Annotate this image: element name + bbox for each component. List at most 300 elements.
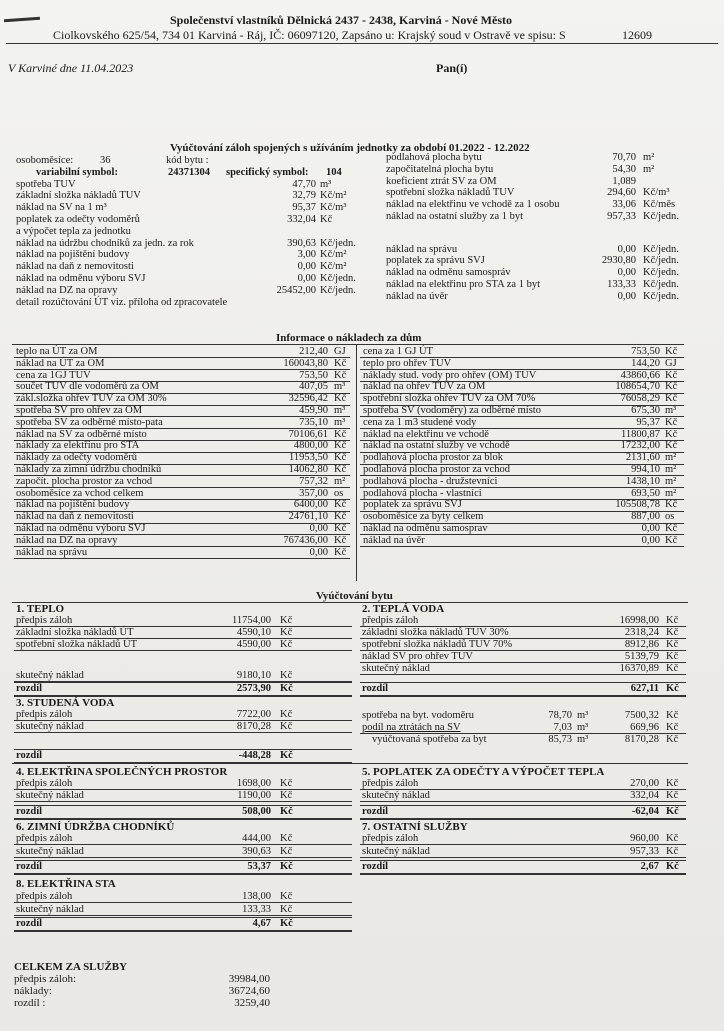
cost-left-value: 212,40 (299, 346, 328, 357)
cold-water-row-qty: 78,70 (548, 710, 572, 721)
elektrina-rozdil-bottom (14, 818, 352, 820)
cost-left-label: zákl.složka ohřev TUV za OM 30% (16, 393, 167, 405)
zimni-row-line (14, 857, 352, 858)
info-left-label: a výpočet tepla za jednotku (16, 225, 131, 237)
info-right-value: 33,06 (612, 199, 636, 211)
info-right-value: 957,33 (607, 211, 636, 222)
cost-left-unit: Kč (334, 499, 347, 511)
cost-right-unit: Kč (665, 369, 678, 381)
cost-right-label: cena za 1 m3 studené vody (363, 416, 477, 428)
tepla_voda-rozdil-unit: Kč (666, 683, 679, 694)
tepla_voda-row-unit: Kč (666, 615, 679, 626)
cold-water-row-qty: 7,03 (553, 722, 572, 733)
total-row-label: náklady: (14, 985, 52, 997)
cost-right-unit: Kč (665, 440, 678, 452)
elektrina-rozdil-unit: Kč (280, 806, 293, 817)
cost-left-value: 4800,00 (293, 440, 328, 452)
total-row-label: předpis záloh: (14, 973, 77, 985)
cost-left-label: osoboměsíce za vchod celkem (16, 487, 144, 499)
sta-row-value: 133,33 (242, 904, 271, 915)
info-right-unit: Kč/jedn. (643, 243, 679, 255)
settlement-top-line (12, 602, 688, 603)
elektrina-title: 4. ELEKTŘINA SPOLEČNÝCH PROSTOR (16, 766, 228, 778)
cost-left-unit: Kč (334, 523, 347, 534)
cost-right-value: 105508,78 (615, 499, 660, 511)
tepla_voda-row-line (360, 674, 686, 675)
cost-left-label: náklady za elektřinu pro STA (16, 440, 140, 452)
file-number: 12609 (622, 28, 652, 42)
cold-water-row-unit: Kč (666, 734, 679, 745)
tepla_voda-row-unit: Kč (666, 639, 679, 650)
info-right-unit: Kč/m³ (643, 187, 670, 199)
tepla_voda-row-unit: Kč (666, 663, 679, 674)
info-left-label: náklad na údržbu chodníků za jedn. za rok (16, 237, 194, 249)
elektrina-row-value: 1698,00 (236, 778, 271, 789)
ostatni-rozdil-unit: Kč (666, 861, 679, 872)
studena_voda-title: 3. STUDENÁ VODA (16, 697, 115, 709)
info-left-label: poplatek za odečty vodoměrů (16, 214, 140, 225)
cost-right-value: 108654,70 (615, 381, 660, 393)
info-right-value: 0,00 (617, 267, 636, 279)
kod-bytu-label: kód bytu : (166, 155, 209, 166)
cost-right-label: náklad na odměnu samosprav (363, 523, 488, 534)
cold-water-row-qunit: m³ (577, 722, 589, 733)
sta-row-value: 138,00 (242, 891, 271, 902)
cost-left-unit: Kč (334, 452, 347, 464)
zimni-rozdil-label: rozdíl (16, 861, 43, 872)
info-right-label: náklad na ostatní služby za 1 byt (386, 211, 524, 222)
cost-left-value: 0,00 (309, 523, 328, 534)
elektrina-rozdil-top (14, 805, 352, 806)
cost-right-unit: Kč (665, 381, 678, 393)
cost-left-value: 11953,50 (289, 452, 328, 464)
ostatni-row-line (360, 857, 686, 858)
association-address: Ciolkovského 625/54, 734 01 Karviná - Ráj, IČ: 06097120, Zapsáno u: Krajský soud v Ostravě ve spisu: S (53, 28, 566, 42)
cost-left-label: náklad na SV za odběrné místo (16, 428, 147, 440)
studena_voda-row-label: předpis záloh (16, 709, 73, 720)
info-right-unit: Kč/jedn. (643, 279, 679, 290)
info-right-label: poplatek za správu SVJ (386, 255, 485, 267)
zimni-row-label: skutečný náklad (16, 846, 84, 857)
cost-right-label: osoboměsíce za byty celkem (363, 511, 484, 523)
cold-water-row-value: 669,96 (630, 722, 659, 733)
cost-left-value: 6400,00 (293, 499, 328, 511)
info-left-value: 0,00 (297, 273, 316, 284)
info-left-value: 95,37 (292, 202, 316, 214)
info-right-value: 133,33 (607, 279, 636, 290)
cost-right-label: spotřební složka ohřev TUV za OM 70% (363, 393, 536, 405)
poplatek-row-unit: Kč (666, 790, 679, 801)
info-right-label: koeficient ztrát SV za OM (386, 175, 497, 187)
cost-left-label: náklad na ÚT za OM (16, 357, 105, 369)
info-right-label: započitatelná plocha bytu (386, 163, 494, 175)
cost-left-value: 14062,80 (288, 464, 328, 475)
cost-left-value: 767436,00 (283, 534, 328, 546)
info-left-value: 32,79 (292, 190, 316, 202)
tepla_voda-row-value: 5139,79 (624, 651, 659, 662)
elektrina-rozdil-label: rozdíl (16, 806, 43, 817)
cold-water-row-label: vyúčtovaná spotřeba za byt (372, 734, 487, 745)
cost-right-unit: m² (665, 487, 677, 499)
info-left-label: náklad na SV na 1 m³ (16, 202, 107, 214)
cost-right-value: 887,00 (631, 511, 660, 523)
cost-left-value: 32596,42 (288, 393, 328, 405)
cost-right-value: 693,50 (631, 487, 660, 499)
cost-left-unit: m³ (334, 405, 346, 416)
info-left-value: 3,00 (297, 249, 316, 261)
cost-left-value: 753,50 (299, 369, 328, 381)
studena_voda-row-label: skutečný náklad (16, 721, 84, 732)
sta-row-unit: Kč (280, 891, 293, 902)
poplatek-row-value: 270,00 (630, 778, 659, 789)
cost-left-label: součet TUV dle vodoměrů za OM (16, 381, 159, 393)
zimni-title: 6. ZIMNÍ ÚDRŽBA CHODNÍKŮ (16, 821, 175, 833)
cost-right-unit: Kč (665, 416, 678, 428)
teplo-row-value: 4590,10 (236, 627, 271, 638)
info-left-label: základní složka nákladů TUV (16, 190, 141, 202)
info-left-unit: Kč/jedn. (320, 284, 356, 296)
cost-right-value: 675,30 (631, 405, 660, 416)
cost-right-label: spotřeba SV (vodoměry) za odběrné místo (363, 405, 541, 416)
cold-water-row-value: 7500,32 (624, 710, 659, 721)
association-title: Společenství vlastníků Dělnická 2437 - 2438, Karviná - Nové Město (170, 13, 512, 27)
teplo-row-value: 11754,00 (232, 615, 271, 626)
cost-right-value: 0,00 (641, 534, 660, 546)
cost-left-label: teplo na ÚT za OM (16, 346, 98, 357)
tepla_voda-row-label: základní složka nákladů TUV 30% (362, 627, 509, 638)
cost-left-unit: Kč (334, 546, 347, 558)
ostatni-row-unit: Kč (666, 846, 679, 857)
tepla_voda-row-label: skutečný náklad (362, 663, 430, 674)
zimni-rozdil-bottom (14, 873, 352, 875)
info-left-label: náklad na daň z nemovitosti (16, 261, 134, 273)
elektrina-rozdil-value: 508,00 (242, 806, 271, 817)
cost-right-unit: m³ (665, 405, 677, 416)
teplo-rozdil-value: 2573,90 (236, 683, 271, 694)
specific-symbol-label: specifický symbol: (226, 166, 309, 178)
ostatni-row-unit: Kč (666, 833, 679, 844)
info-right-unit: Kč/jedn. (643, 267, 679, 279)
elektrina-row-line (14, 801, 352, 802)
tepla_voda-row-label: náklad SV pro ohřev TUV (362, 651, 474, 662)
info-right-unit: Kč/jedn. (643, 255, 679, 267)
info-left-label: variabilní symbol: (36, 166, 118, 178)
ostatni-title: 7. OSTATNÍ SLUŽBY (362, 821, 468, 833)
cold-water-row-label: spotřeba na byt. vodoměru (362, 710, 474, 721)
studena_voda-row-line (14, 732, 352, 733)
sta-rozdil-bottom (14, 930, 352, 932)
cost-left-unit: m² (334, 475, 346, 487)
info-right-value: 1,089 (612, 175, 636, 187)
info-left-unit: Kč (320, 214, 333, 225)
settlement-title: Vyúčtování bytu (316, 590, 393, 602)
total-row-value: 36724,60 (228, 985, 270, 997)
total-row-label: rozdíl : (14, 997, 46, 1009)
poplatek-row-line (360, 801, 686, 802)
info-right-value: 70,70 (612, 152, 636, 163)
teplo-row-unit: Kč (280, 670, 293, 681)
cost-left-value: 757,32 (299, 475, 328, 487)
info-left-label: spotřeba TUV (16, 178, 76, 190)
cost-left-label: náklad na DZ na opravy (16, 534, 118, 546)
info-right-unit: Kč/měs (643, 199, 676, 211)
poplatek-rozdil-bottom (360, 818, 686, 820)
cost-left-value: 735,10 (299, 416, 328, 428)
cost-left-unit: Kč (334, 369, 347, 381)
cost-right-value: 753,50 (631, 346, 660, 357)
place-date: V Karviné dne 11.04.2023 (8, 61, 134, 75)
teplo-row-line (14, 650, 352, 651)
cost-right-unit: m² (665, 452, 677, 464)
elektrina-row-unit: Kč (280, 778, 293, 789)
zimni-rozdil-unit: Kč (280, 861, 293, 872)
info-right-label: náklad na elektřinu pro STA za 1 byt (386, 279, 540, 290)
cost-right-value: 2131,60 (625, 452, 660, 464)
cost-right-unit: m² (665, 475, 677, 487)
ostatni-row-value: 960,00 (630, 833, 659, 844)
cost-left-unit: Kč (334, 464, 347, 475)
sta-title: 8. ELEKTŘINA STA (16, 878, 116, 890)
elektrina-row-label: předpis záloh (16, 778, 73, 789)
cost-row-line (360, 546, 684, 547)
poplatek-row-unit: Kč (666, 778, 679, 789)
studena_voda-rozdil-unit: Kč (280, 750, 293, 761)
cost-left-unit: os (334, 487, 344, 499)
info-left-value: 36 (100, 155, 111, 166)
cost-right-unit: Kč (665, 346, 678, 357)
cost-right-unit: Kč (665, 428, 678, 440)
info-right-unit: Kč/jedn. (643, 211, 679, 222)
info-right-unit: m² (643, 152, 655, 163)
total-title: CELKEM ZA SLUŽBY (14, 961, 128, 973)
cost-right-value: 0,00 (641, 523, 660, 534)
tepla_voda-rozdil-top (360, 682, 686, 683)
ostatni-rozdil-top (360, 860, 686, 861)
cost-left-label: náklad na pojištění budovy (16, 499, 130, 511)
info-right-value: 294,60 (607, 187, 636, 199)
studena_voda-row-value: 8170,28 (236, 721, 271, 732)
cost-left-unit: Kč (334, 428, 347, 440)
teplo-rozdil-unit: Kč (280, 683, 293, 694)
cost-right-value: 1438,10 (625, 475, 660, 487)
cost-right-value: 76058,29 (620, 393, 660, 405)
cost-right-value: 43860,66 (620, 369, 660, 381)
info-right-value: 0,00 (617, 290, 636, 302)
info-left-unit: Kč/m² (320, 261, 347, 273)
teplo-row-unit: Kč (280, 627, 293, 638)
cost-left-unit: Kč (334, 534, 347, 546)
cost-left-label: spotřeba SV za odběrné místo-pata (16, 416, 163, 428)
info-left-unit: Kč/m³ (320, 202, 347, 214)
info-left-label: náklad na odměnu výboru SVJ (16, 273, 146, 284)
info-left-unit: Kč/m² (320, 249, 347, 261)
info-right-unit: Kč/jedn. (643, 290, 679, 302)
zimni-row-unit: Kč (280, 833, 293, 844)
tepla_voda-row-label: spotřební složka nákladů TUV 70% (362, 639, 513, 650)
cost-right-label: náklad na ohřev TUV za OM (363, 381, 486, 393)
teplo-row-label: skutečný náklad (16, 670, 84, 681)
tepla_voda-title: 2. TEPLÁ VODA (362, 603, 445, 615)
info-left-value: 24371304 (168, 166, 210, 178)
poplatek-rozdil-label: rozdíl (362, 806, 389, 817)
tepla_voda-rozdil-value: 627,11 (630, 683, 659, 694)
cost-right-unit: os (665, 511, 675, 523)
cost-row-line (14, 558, 350, 559)
info-left-value: 25452,00 (276, 284, 316, 296)
tepla_voda-row-value: 2318,24 (624, 627, 659, 638)
cost-right-value: 11800,87 (621, 428, 660, 440)
cost-right-value: 95,37 (636, 416, 660, 428)
cost-right-label: náklad na ostatní služby ve vchodě (363, 440, 510, 452)
ostatni-row-label: předpis záloh (362, 833, 419, 844)
cost-left-label: náklady za zimní údržbu chodníků (16, 464, 162, 475)
cost-left-value: 0,00 (309, 546, 328, 558)
cost-left-unit: Kč (334, 511, 347, 523)
teplo-title: 1. TEPLO (16, 603, 65, 615)
zimni-rozdil-value: 53,37 (247, 861, 271, 872)
sta-row-label: skutečný náklad (16, 904, 84, 915)
ostatni-rozdil-label: rozdíl (362, 861, 389, 872)
costs-mid-divider (356, 345, 357, 581)
info-left-value: 47,70 (292, 178, 316, 190)
sta-rozdil-label: rozdíl (16, 918, 43, 929)
tepla_voda-row-value: 16998,00 (619, 615, 659, 626)
cost-left-value: 459,90 (299, 405, 328, 416)
corner-mark (4, 17, 40, 23)
cost-right-label: náklad na úvěr (363, 534, 425, 546)
cost-right-value: 144,20 (631, 357, 660, 369)
ostatni-row-value: 957,33 (630, 846, 659, 857)
cost-left-value: 407,05 (299, 381, 328, 393)
cost-right-label: podlahová plocha - družstevníci (363, 475, 498, 487)
info-right-label: podlahová plocha bytu (386, 152, 482, 163)
cost-left-value: 70106,61 (288, 428, 328, 440)
studena_voda-rozdil-top (14, 749, 352, 750)
cost-right-unit: Kč (665, 499, 678, 511)
info-left-label: náklad na pojištění budovy (16, 249, 130, 261)
cost-right-label: náklady stud. vody pro ohřev (OM) TUV (363, 369, 537, 381)
tepla_voda-row-unit: Kč (666, 651, 679, 662)
settlement-main-title: Vyúčtování záloh spojených s užíváním jednotky za období 01.2022 - 12.2022 (170, 142, 530, 154)
studena_voda-row-value: 7722,00 (236, 709, 271, 720)
cost-left-unit: m³ (334, 416, 346, 428)
cost-left-label: spotřeba SV pro ohřev za OM (16, 405, 143, 416)
info-right-label: náklad na elektřinu ve vchodě za 1 osobu (386, 199, 560, 211)
cost-left-label: náklad na odměnu výboru SVJ (16, 523, 146, 534)
info-right-value: 2930,80 (601, 255, 636, 267)
cost-right-unit: Kč (665, 393, 678, 405)
cost-left-unit: GJ (334, 346, 346, 357)
elektrina-row-value: 1190,00 (237, 790, 271, 801)
cold-water-row-qty: 85,73 (548, 734, 572, 745)
ostatni-rozdil-value: 2,67 (640, 861, 659, 872)
info-left-unit: Kč/m² (320, 190, 347, 202)
total-row-value: 39984,00 (228, 973, 270, 985)
cold-water-row-qunit: m³ (577, 710, 589, 721)
tepla_voda-row-value: 8912,86 (624, 639, 659, 650)
teplo-row-unit: Kč (280, 615, 293, 626)
info-left-unit: m³ (320, 178, 332, 190)
cost-right-label: podlahová plocha prostor za blok (363, 452, 503, 464)
cost-left-unit: Kč (334, 357, 347, 369)
cold-water-row-unit: Kč (666, 710, 679, 721)
elektrina-row-unit: Kč (280, 790, 293, 801)
recipient: Pan(í) (436, 61, 468, 75)
ostatni-rozdil-bottom (360, 873, 686, 875)
cold-water-row-label: podíl na ztrátách na SV (362, 722, 461, 733)
sta-rozdil-value: 4,67 (252, 918, 271, 929)
cost-right-label: náklad na elektřinu ve vchodě (363, 428, 489, 440)
studena_voda-row-unit: Kč (280, 709, 293, 720)
cost-right-label: podlahová plocha prostor za vchod (363, 464, 510, 475)
studena_voda-rozdil-value: -448,28 (238, 750, 271, 761)
cost-right-label: podlahová plocha - vlastníci (363, 487, 482, 499)
info-left-label: osoboměsíce: (16, 155, 74, 166)
info-left-label: detail rozúčtování ÚT viz. příloha od zpracovatele (16, 296, 228, 308)
specific-symbol-value: 104 (326, 166, 342, 178)
sta-row-unit: Kč (280, 904, 293, 915)
teplo-row-unit: Kč (280, 639, 293, 650)
cost-right-value: 17232,00 (620, 440, 660, 452)
cost-right-label: cena za 1 GJ ÚT (363, 346, 433, 357)
cold-water-row-value: 8170,28 (624, 734, 659, 745)
cost-left-unit: Kč (334, 393, 347, 405)
teplo-rozdil-top (14, 682, 352, 683)
cost-left-label: náklad na daň z nemovitosti (16, 511, 134, 523)
tepla_voda-row-value: 16370,89 (619, 663, 659, 674)
info-left-value: 332,04 (287, 214, 316, 225)
cold-water-sum-line (360, 733, 686, 734)
studena_voda-rozdil-label: rozdíl (16, 750, 43, 761)
zimni-rozdil-top (14, 860, 352, 861)
teplo-row-label: předpis záloh (16, 615, 73, 626)
cost-right-label: teplo pro ohřev TUV (363, 357, 452, 369)
info-left-unit: Kč/jedn. (320, 273, 356, 284)
tepla_voda-rozdil-bottom (360, 695, 686, 697)
teplo-row-value: 4590,00 (236, 639, 271, 650)
cost-right-unit: Kč (665, 523, 678, 534)
cost-left-label: náklad na správu (16, 546, 88, 558)
poplatek-row-value: 332,04 (630, 790, 659, 801)
ostatni-row-label: skutečný náklad (362, 846, 430, 857)
info-right-label: spotřební složka nákladů TUV (386, 187, 515, 199)
total-row-value: 3259,40 (234, 997, 270, 1009)
poplatek-row-label: předpis záloh (362, 778, 419, 789)
teplo-row-label: spotřební složka nákladů ÚT (16, 639, 138, 650)
sta-rozdil-top (14, 917, 352, 918)
poplatek-rozdil-unit: Kč (666, 806, 679, 817)
zimni-row-label: předpis záloh (16, 833, 73, 844)
info-right-label: náklad na správu (386, 243, 458, 255)
settlement-mid-line (12, 763, 688, 764)
elektrina-row-label: skutečný náklad (16, 790, 84, 801)
header-divider (6, 43, 718, 44)
cost-right-unit: GJ (665, 357, 677, 369)
cost-right-value: 994,10 (631, 464, 660, 475)
poplatek-title: 5. POPLATEK ZA ODEČTY A VÝPOČET TEPLA (362, 766, 605, 778)
costs-title: Informace o nákladech za dům (276, 332, 422, 344)
zimni-row-unit: Kč (280, 846, 293, 857)
info-left-unit: Kč/jedn. (320, 237, 356, 249)
teplo-row-value: 9180,10 (236, 670, 271, 681)
cold-water-row-unit: Kč (666, 722, 679, 733)
info-right-value: 54,30 (612, 163, 636, 175)
cost-left-label: náklady za odečty vodoměrů (16, 452, 137, 464)
teplo-rozdil-label: rozdíl (16, 683, 43, 694)
tepla_voda-row-unit: Kč (666, 627, 679, 638)
cost-left-value: 357,00 (299, 487, 328, 499)
sta-rozdil-unit: Kč (280, 918, 293, 929)
